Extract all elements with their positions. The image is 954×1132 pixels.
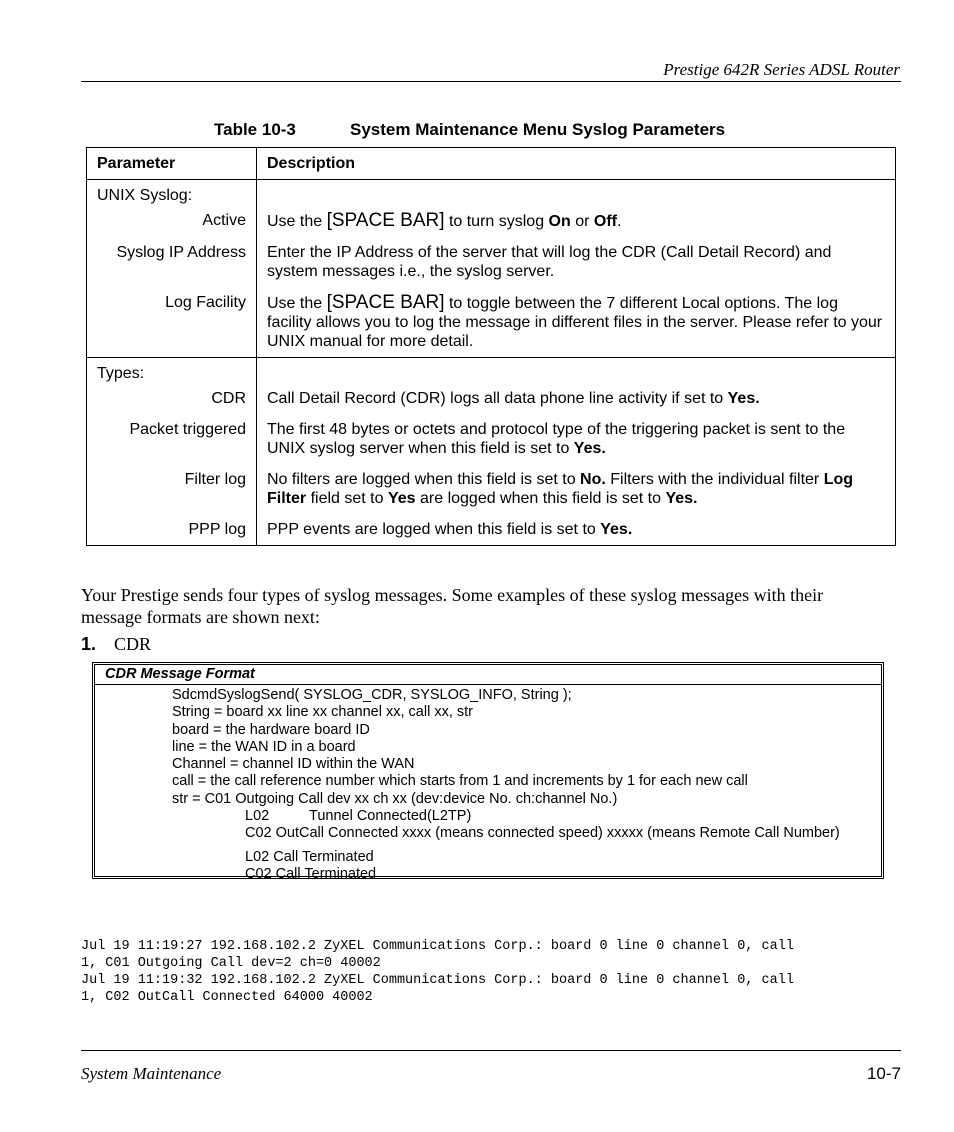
cdr-subline: L02 Call Terminated [245,848,374,865]
footer-section-name: System Maintenance [81,1064,222,1083]
cdr-subline: C02 OutCall Connected xxxx (means connected speed) xxxxx (means Remote Call Number) [245,825,840,842]
cdr-sub-text: Tunnel Connected(L2TP) [309,808,472,825]
page-header-title: Prestige 642R Series ADSL Router [663,60,900,79]
cdr-line: call = the call reference number which starts from 1 and increments by 1 for each new call [172,773,748,790]
footer-rule [81,1050,901,1051]
group-types: Types: [87,358,257,384]
table-row [87,383,896,414]
table-header-row [87,148,896,180]
header-parameter: Parameter [87,148,257,180]
param-filter-log: Filter log [87,464,257,514]
cdr-box-title: CDR Message Format [95,665,881,685]
cdr-line: board = the hardware board ID [172,721,370,738]
table-row [87,205,896,237]
param-cdr: CDR [87,383,257,414]
empty-cell [257,180,896,206]
log-line: 1, C02 OutCall Connected 64000 40002 [81,990,373,1005]
group-unix-syslog: UNIX Syslog: [87,180,257,206]
desc-active: Use the [SPACE BAR] to turn syslog On or Off. [257,205,896,237]
header-description: Description [257,148,896,180]
syslog-parameters-table [86,147,896,546]
log-line: Jul 19 11:19:32 192.168.102.2 ZyXEL Communications Corp.: board 0 line 0 channel 0, call [81,973,794,988]
table-row [87,237,896,287]
table-row [87,180,896,206]
cdr-box-lines [95,685,881,883]
param-packet-triggered: Packet triggered [87,414,257,464]
cdr-line: line = the WAN ID in a board [172,738,356,755]
desc-cdr: Call Detail Record (CDR) logs all data phone line activity if set to Yes. [257,383,896,414]
table-row [87,414,896,464]
table-row [87,358,896,384]
cdr-line: str = C01 Outgoing Call dev xx ch xx (dev:device No. ch:channel No.) [172,790,618,807]
desc-filter-log: No filters are logged when this field is set to No. Filters with the individual filter Log Filter field set to Yes are logged when this field is set to Yes. [257,464,896,514]
log-line: 1, C01 Outgoing Call dev=2 ch=0 40002 [81,956,381,971]
cdr-line: Channel = channel ID within the WAN [172,756,415,773]
syslog-example-output [81,938,794,1006]
param-ppp-log: PPP log [87,514,257,546]
param-active: Active [87,205,257,237]
table-caption [214,120,725,140]
cdr-subline [95,808,881,825]
desc-syslog-ip: Enter the IP Address of the server that will log the CDR (Call Detail Record) and system messages i.e., the syslog server. [257,237,896,287]
param-syslog-ip: Syslog IP Address [87,237,257,287]
header-rule [81,81,901,82]
cdr-line: SdcmdSyslogSend( SYSLOG_CDR, SYSLOG_INFO, String ); [172,687,572,703]
table-row [87,287,896,358]
table-title: System Maintenance Menu Syslog Parameters [350,120,726,139]
cdr-sub-code: L02 [245,808,270,825]
body-paragraph: Your Prestige sends four types of syslog messages. Some examples of these syslog messages with their message formats are shown next: [81,585,824,627]
log-line: Jul 19 11:19:27 192.168.102.2 ZyXEL Communications Corp.: board 0 line 0 channel 0, call [81,939,794,954]
param-log-facility: Log Facility [87,287,257,358]
table-row [87,464,896,514]
desc-packet-triggered: The first 48 bytes or octets and protocol type of the triggering packet is sent to the UNIX syslog server when this field is set to Yes. [257,414,896,464]
table-row [87,514,896,546]
table-number: Table 10-3 [214,120,296,139]
desc-ppp-log: PPP events are logged when this field is set to Yes. [257,514,896,546]
footer-page-number: 10-7 [866,1064,901,1083]
list-item [81,634,151,655]
cdr-subline: C02 Call Terminated [245,865,377,882]
cdr-message-format-box [92,662,884,882]
list-number: 1. [81,634,97,654]
empty-cell [257,358,896,384]
desc-log-facility: Use the [SPACE BAR] to toggle between the 7 different Local options. The log facility allows you to log the message in different files in the server. Please refer to your UNIX manual for more detail. [257,287,896,358]
cdr-line: String = board xx line xx channel xx, call xx, str [172,704,474,721]
list-label: CDR [114,634,152,654]
